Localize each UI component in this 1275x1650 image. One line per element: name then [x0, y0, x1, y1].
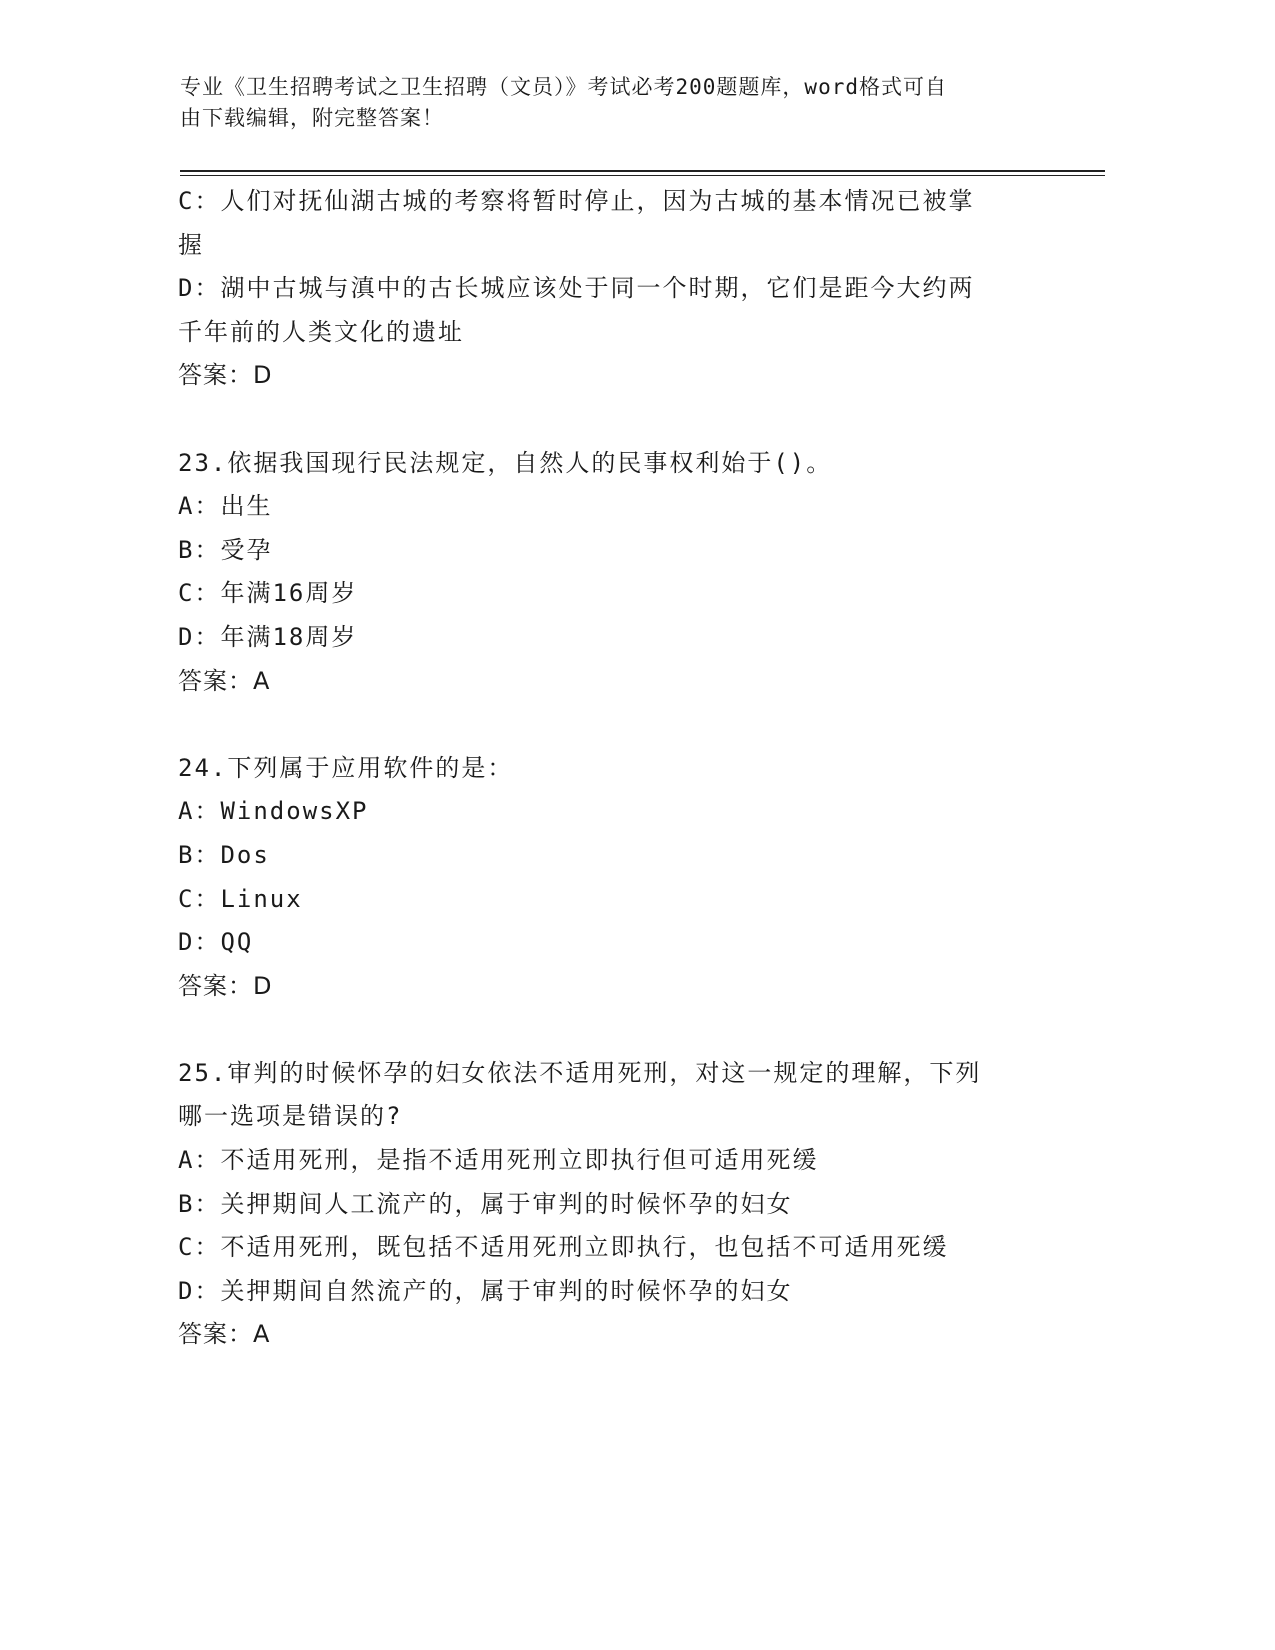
- question-25-stem-line-1: 25.审判的时候怀孕的妇女依法不适用死刑，对这一规定的理解，下列: [178, 1058, 982, 1087]
- answer-23: 答案：A: [178, 666, 271, 695]
- document-header: [180, 72, 1050, 134]
- question-23-option-d: D：年满18周岁: [178, 622, 358, 651]
- question-23-stem: 23.依据我国现行民法规定，自然人的民事权利始于()。: [178, 448, 833, 477]
- question-23-option-a: A：出生: [178, 492, 273, 521]
- spacer: [178, 398, 1038, 442]
- question-23-option-b: B：受孕: [178, 535, 273, 564]
- question-24-option-b: B：Dos: [178, 840, 270, 869]
- spacer: [178, 1008, 1038, 1052]
- question-content: [178, 180, 1038, 1357]
- answer-25: 答案：A: [178, 1320, 271, 1349]
- spacer: [178, 703, 1038, 747]
- header-line-1: 专业《卫生招聘考试之卫生招聘（文员）》考试必考200题题库，word格式可自: [180, 75, 947, 99]
- answer-24: 答案：D: [178, 971, 273, 1000]
- header-divider-thin: [180, 175, 1105, 176]
- question-24-option-c: C：Linux: [178, 884, 303, 913]
- question-25-stem-line-2: 哪一选项是错误的?: [178, 1102, 403, 1131]
- header-line-2: 由下载编辑，附完整答案！: [180, 106, 444, 130]
- question-25-option-d: D：关押期间自然流产的，属于审判的时候怀孕的妇女: [178, 1276, 793, 1305]
- question-24-option-a: A：WindowsXP: [178, 797, 369, 826]
- option-d-line-1: D：湖中古城与滇中的古长城应该处于同一个时期，它们是距今大约两: [178, 274, 975, 303]
- option-c-line-1: C：人们对抚仙湖古城的考察将暂时停止，因为古城的基本情况已被掌: [178, 187, 975, 215]
- answer-22: 答案：D: [178, 361, 273, 390]
- question-25-option-c: C：不适用死刑，既包括不适用死刑立即执行，也包括不可适用死缓: [178, 1233, 949, 1262]
- option-c-line-2: 握: [178, 230, 204, 259]
- option-d-line-2: 千年前的人类文化的遗址: [178, 317, 464, 346]
- header-divider-thick: [180, 170, 1105, 172]
- question-25-option-b: B：关押期间人工流产的，属于审判的时候怀孕的妇女: [178, 1189, 793, 1218]
- question-25-option-a: A：不适用死刑，是指不适用死刑立即执行但可适用死缓: [178, 1146, 819, 1175]
- question-23-option-c: C：年满16周岁: [178, 579, 358, 608]
- question-24-stem: 24.下列属于应用软件的是：: [178, 753, 514, 782]
- question-24-option-d: D：QQ: [178, 928, 254, 957]
